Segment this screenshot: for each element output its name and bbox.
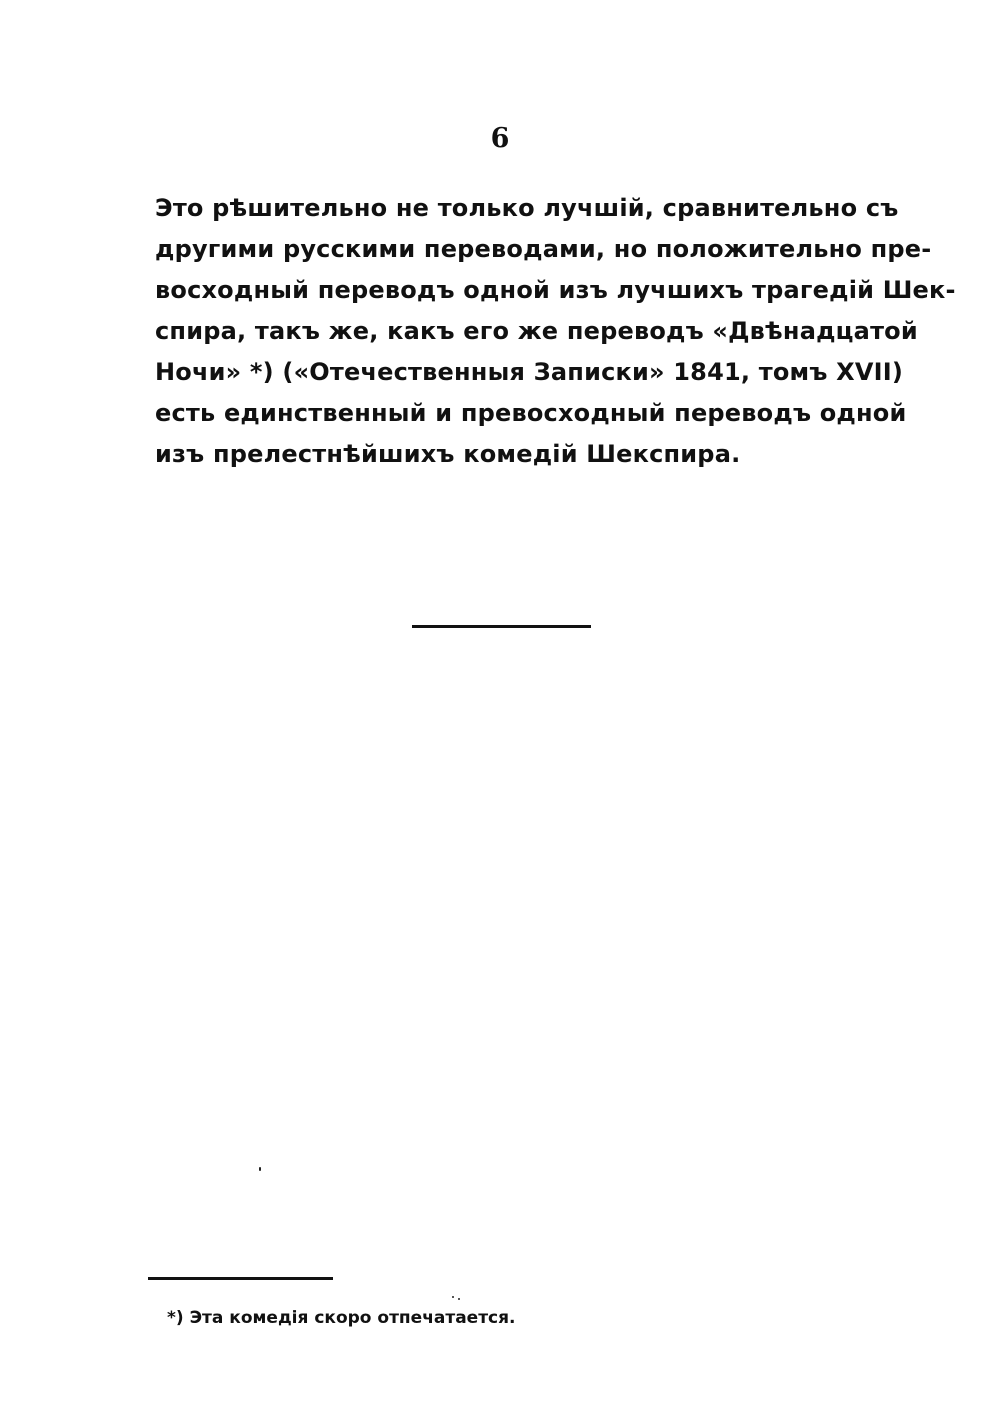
scan-speck <box>458 1298 460 1300</box>
paragraph-line: есть единственный и превосходный переводъ одной <box>155 399 907 427</box>
paragraph-line: спира, такъ же, какъ его же переводъ «Двѣнадцатой <box>155 317 918 345</box>
footnote: *) Эта комедія скоро отпечатается. <box>167 1308 516 1328</box>
section-divider <box>412 625 591 628</box>
main-paragraph <box>155 188 956 475</box>
paragraph-line: другими русскими переводами, но положительно пре- <box>155 235 932 263</box>
scan-speck <box>452 1296 454 1298</box>
page-number: 6 <box>490 123 510 154</box>
paragraph-line: изъ прелестнѣйшихъ комедій Шекспира. <box>155 440 741 468</box>
scan-speck <box>259 1167 261 1171</box>
paragraph-line: Ночи» *) («Отечественныя Записки» 1841, томъ XVII) <box>155 358 904 386</box>
paragraph-line: восходный переводъ одной изъ лучшихъ трагедій Шек- <box>155 276 956 304</box>
paragraph-line: Это рѣшительно не только лучшій, сравнительно съ <box>155 194 899 222</box>
footnote-rule <box>148 1277 333 1280</box>
